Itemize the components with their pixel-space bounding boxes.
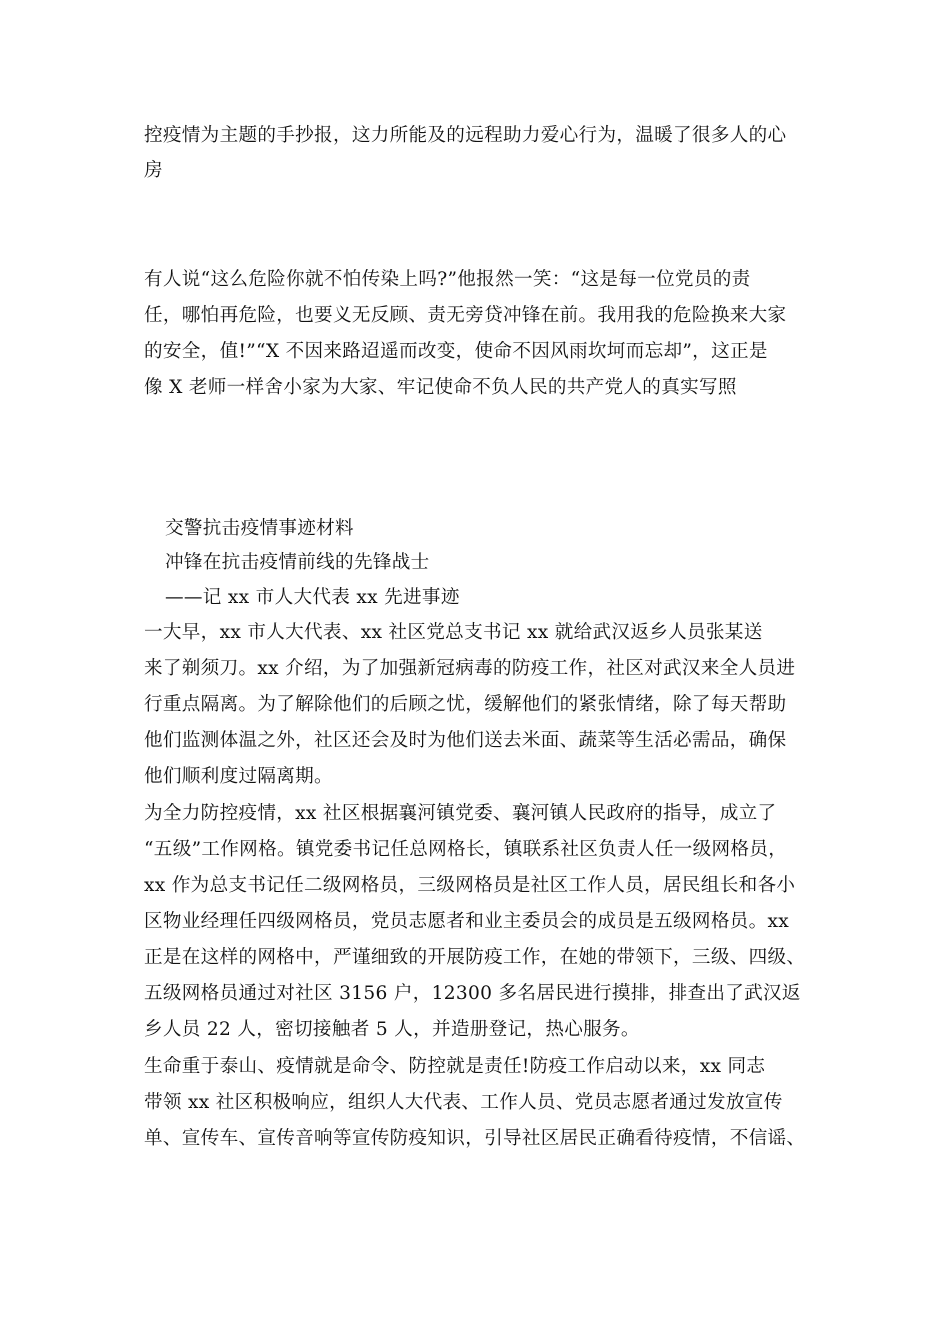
paragraph-line: 乡人员 22 人，密切接触者 5 人，并造册登记，热心服务。 bbox=[144, 1019, 640, 1040]
paragraph-line: xx 作为总支书记任二级网格员，三级网格员是社区工作人员，居民组长和各小 bbox=[144, 875, 796, 896]
document-title: 交警抗击疫情事迹材料 bbox=[165, 518, 354, 539]
paragraph-line: 为全力防控疫情，xx 社区根据襄河镇党委、襄河镇人民政府的指导，成立了 bbox=[144, 803, 777, 824]
paragraph-line: 的安全，值!”“X 不因来路迢遥而改变，使命不因风雨坎坷而忘却”，这正是 bbox=[144, 341, 768, 362]
paragraph-line: 区物业经理任四级网格员，党员志愿者和业主委员会的成员是五级网格员。xx bbox=[144, 911, 790, 932]
paragraph-line: 正是在这样的网格中，严谨细致的开展防疫工作，在她的带领下，三级、四级、 bbox=[144, 947, 806, 968]
paragraph-line: 有人说“这么危险你就不怕传染上吗?”他报然一笑：“这是每一位党员的责 bbox=[144, 269, 751, 290]
paragraph-line: 任，哪怕再危险，也要义无反顾、责无旁贷冲锋在前。我用我的危险换来大家 bbox=[144, 305, 787, 326]
paragraph-line: 生命重于泰山、疫情就是命令、防控就是责任!防疫工作启动以来，xx 同志 bbox=[144, 1056, 766, 1077]
paragraph-line: 来了剃须刀。xx 介绍，为了加强新冠病毒的防疫工作，社区对武汉来全人员进 bbox=[144, 658, 796, 679]
paragraph-line: 一大早，xx 市人大代表、xx 社区党总支书记 xx 就给武汉返乡人员张某送 bbox=[144, 622, 763, 643]
document-byline: ——记 xx 市人大代表 xx 先进事迹 bbox=[165, 587, 460, 608]
paragraph-line: 带领 xx 社区积极响应，组织人大代表、工作人员、党员志愿者通过发放宣传 bbox=[144, 1092, 783, 1113]
paragraph-line: 他们监测体温之外，社区还会及时为他们送去米面、蔬菜等生活必需品，确保 bbox=[144, 730, 787, 751]
paragraph-line: 房 bbox=[144, 160, 163, 181]
paragraph-line: 控疫情为主题的手抄报，这力所能及的远程助力爱心行为，温暖了很多人的心 bbox=[144, 125, 787, 146]
paragraph-line: 单、宣传车、宣传音响等宣传防疫知识，引导社区居民正确看待疫情，不信谣、 bbox=[144, 1128, 806, 1149]
paragraph-line: 行重点隔离。为了解除他们的后顾之忧，缓解他们的紧张情绪，除了每天帮助 bbox=[144, 694, 787, 715]
paragraph-line: 五级网格员通过对社区 3156 户，12300 多名居民进行摸排，排查出了武汉返 bbox=[144, 983, 801, 1004]
paragraph-line: 像 X 老师一样舍小家为大家、牢记使命不负人民的共产党人的真实写照 bbox=[144, 377, 737, 398]
paragraph-line: 他们顺利度过隔离期。 bbox=[144, 766, 333, 787]
paragraph-line: “五级”工作网格。镇党委书记任总网格长，镇联系社区负责人任一级网格员， bbox=[144, 839, 788, 860]
document-subtitle: 冲锋在抗击疫情前线的先锋战士 bbox=[165, 552, 430, 573]
